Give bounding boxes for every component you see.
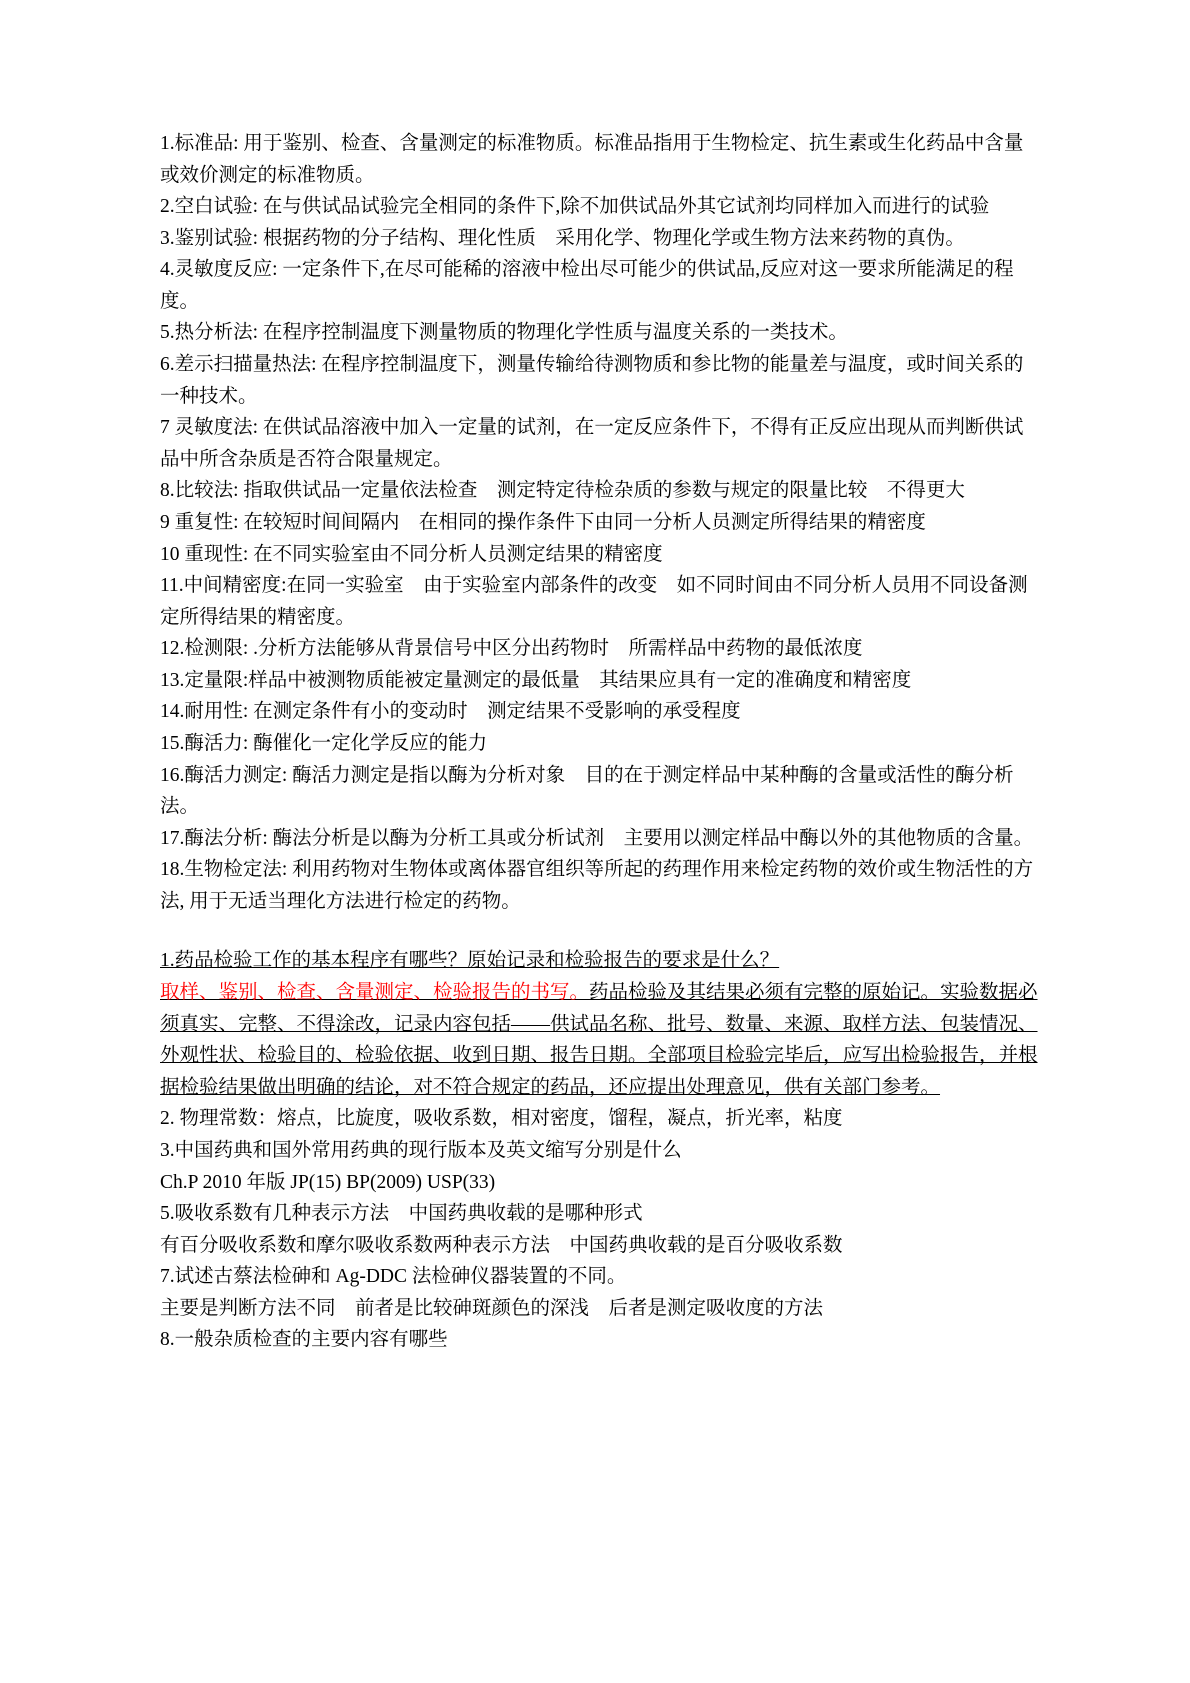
definition-item: 17.酶法分析: 酶法分析是以酶为分析工具或分析试剂 主要用以测定样品中酶以外的其他物质的含量。 xyxy=(160,827,1034,849)
question-3: 3.中国药典和国外常用药典的现行版本及英文缩写分别是什么 xyxy=(160,1139,682,1161)
question-1-answer xyxy=(160,977,1040,1103)
definition-item: 14.耐用性: 在测定条件有小的变动时 测定结果不受影响的承受程度 xyxy=(160,701,741,723)
question-2: 2. 物理常数：熔点，比旋度，吸收系数，相对密度，馏程，凝点，折光率，粘度 xyxy=(160,1108,843,1130)
definition-item: 9 重复性: 在较短时间间隔内 在相同的操作条件下由同一分析人员测定所得结果的精密度 xyxy=(160,511,926,533)
definition-item: 1.标准品: 用于鉴别、检查、含量测定的标准物质。标准品指用于生物检定、抗生素或生化药品中含量或效价测定的标准物质。 xyxy=(160,133,1024,186)
definition-item: 10 重现性: 在不同实验室由不同分析人员测定结果的精密度 xyxy=(160,543,663,565)
definition-item: 6.差示扫描量热法: 在程序控制温度下，测量传输给待测物质和参比物的能量差与温度，或时间关系的一种技术。 xyxy=(160,354,1024,407)
question-8: 8.一般杂质检查的主要内容有哪些 xyxy=(160,1329,448,1351)
definition-item: 5.热分析法: 在程序控制温度下测量物质的物理化学性质与温度关系的一类技术。 xyxy=(160,322,848,344)
definition-item: 2.空白试验: 在与供试品试验完全相同的条件下,除不加供试品外其它试剂均同样加入而进行的试验 xyxy=(160,196,990,218)
question-5: 5.吸收系数有几种表示方法 中国药典收载的是哪种形式 xyxy=(160,1203,643,1225)
definition-item: 15.酶活力: 酶催化一定化学反应的能力 xyxy=(160,732,488,754)
definition-item: 16.酶活力测定: 酶活力测定是指以酶为分析对象 目的在于测定样品中某种酶的含量或活性的酶分析法。 xyxy=(160,764,1014,818)
definition-item: 7 灵敏度法: 在供试品溶液中加入一定量的试剂，在一定反应条件下，不得有正反应出现从而判断供试品中所含杂质是否符合限量规定。 xyxy=(160,417,1024,470)
question-5-answer: 有百分吸收系数和摩尔吸收系数两种表示方法 中国药典收载的是百分吸收系数 xyxy=(160,1234,843,1256)
definition-item: 18.生物检定法: 利用药物对生物体或离体器官组织等所起的药理作用来检定药物的效价或生物活性的方法, 用于无适当理化方法进行检定的药物。 xyxy=(160,859,1034,912)
definition-item: 11.中间精密度:在同一实验室 由于实验室内部条件的改变 如不同时间由不同分析人员用不同设备测定所得结果的精密度。 xyxy=(160,575,1028,628)
definition-item: 12.检测限: .分析方法能够从背景信号中区分出药物时 所需样品中药物的最低浓度 xyxy=(160,638,863,660)
document-body xyxy=(160,128,1040,1356)
question-7: 7.试述古蔡法检砷和 Ag-DDC 法检砷仪器装置的不同。 xyxy=(160,1266,627,1288)
definition-item: 8.比较法: 指取供试品一定量依法检查 测定特定待检杂质的参数与规定的限量比较 不得更大 xyxy=(160,480,965,502)
definition-item: 3.鉴别试验: 根据药物的分子结构、理化性质 采用化学、物理化学或生物方法来药物的真伪。 xyxy=(160,227,965,249)
question-1-answer-rest: 药品检验及其结果必须有完整的原始记。实验数据必须真实、完整、不得涂改，记录内容包括——供试品名称、批号、数量、来源、取样方法、包装情况、外观性状、检验目的、检验依据、收到日期、报告日期。全部项目检验完毕后，应写出检验报告，并根据检验结果做出明确的结论，对不符合规定的药品，还应提出处理意见，供有关部门参考。 xyxy=(160,982,1038,1098)
definition-item: 4.灵敏度反应: 一定条件下,在尽可能稀的溶液中检出尽可能少的供试品,反应对这一要求所能满足的程度。 xyxy=(160,259,1014,312)
definition-item: 13.定量限:样品中被测物质能被定量测定的最低量 其结果应具有一定的准确度和精密度 xyxy=(160,669,912,691)
question-1-title: 1.药品检验工作的基本程序有哪些？原始记录和检验报告的要求是什么？ xyxy=(160,950,780,972)
section-spacer xyxy=(160,917,1040,945)
question-7-answer: 主要是判断方法不同 前者是比较砷斑颜色的深浅 后者是测定吸收度的方法 xyxy=(160,1297,824,1319)
question-3-answer: Ch.P 2010 年版 JP(15) BP(2009) USP(33) xyxy=(160,1171,496,1193)
question-1-answer-highlight: 取样、鉴别、检查、含量测定、检验报告的书写。 xyxy=(160,982,590,1004)
